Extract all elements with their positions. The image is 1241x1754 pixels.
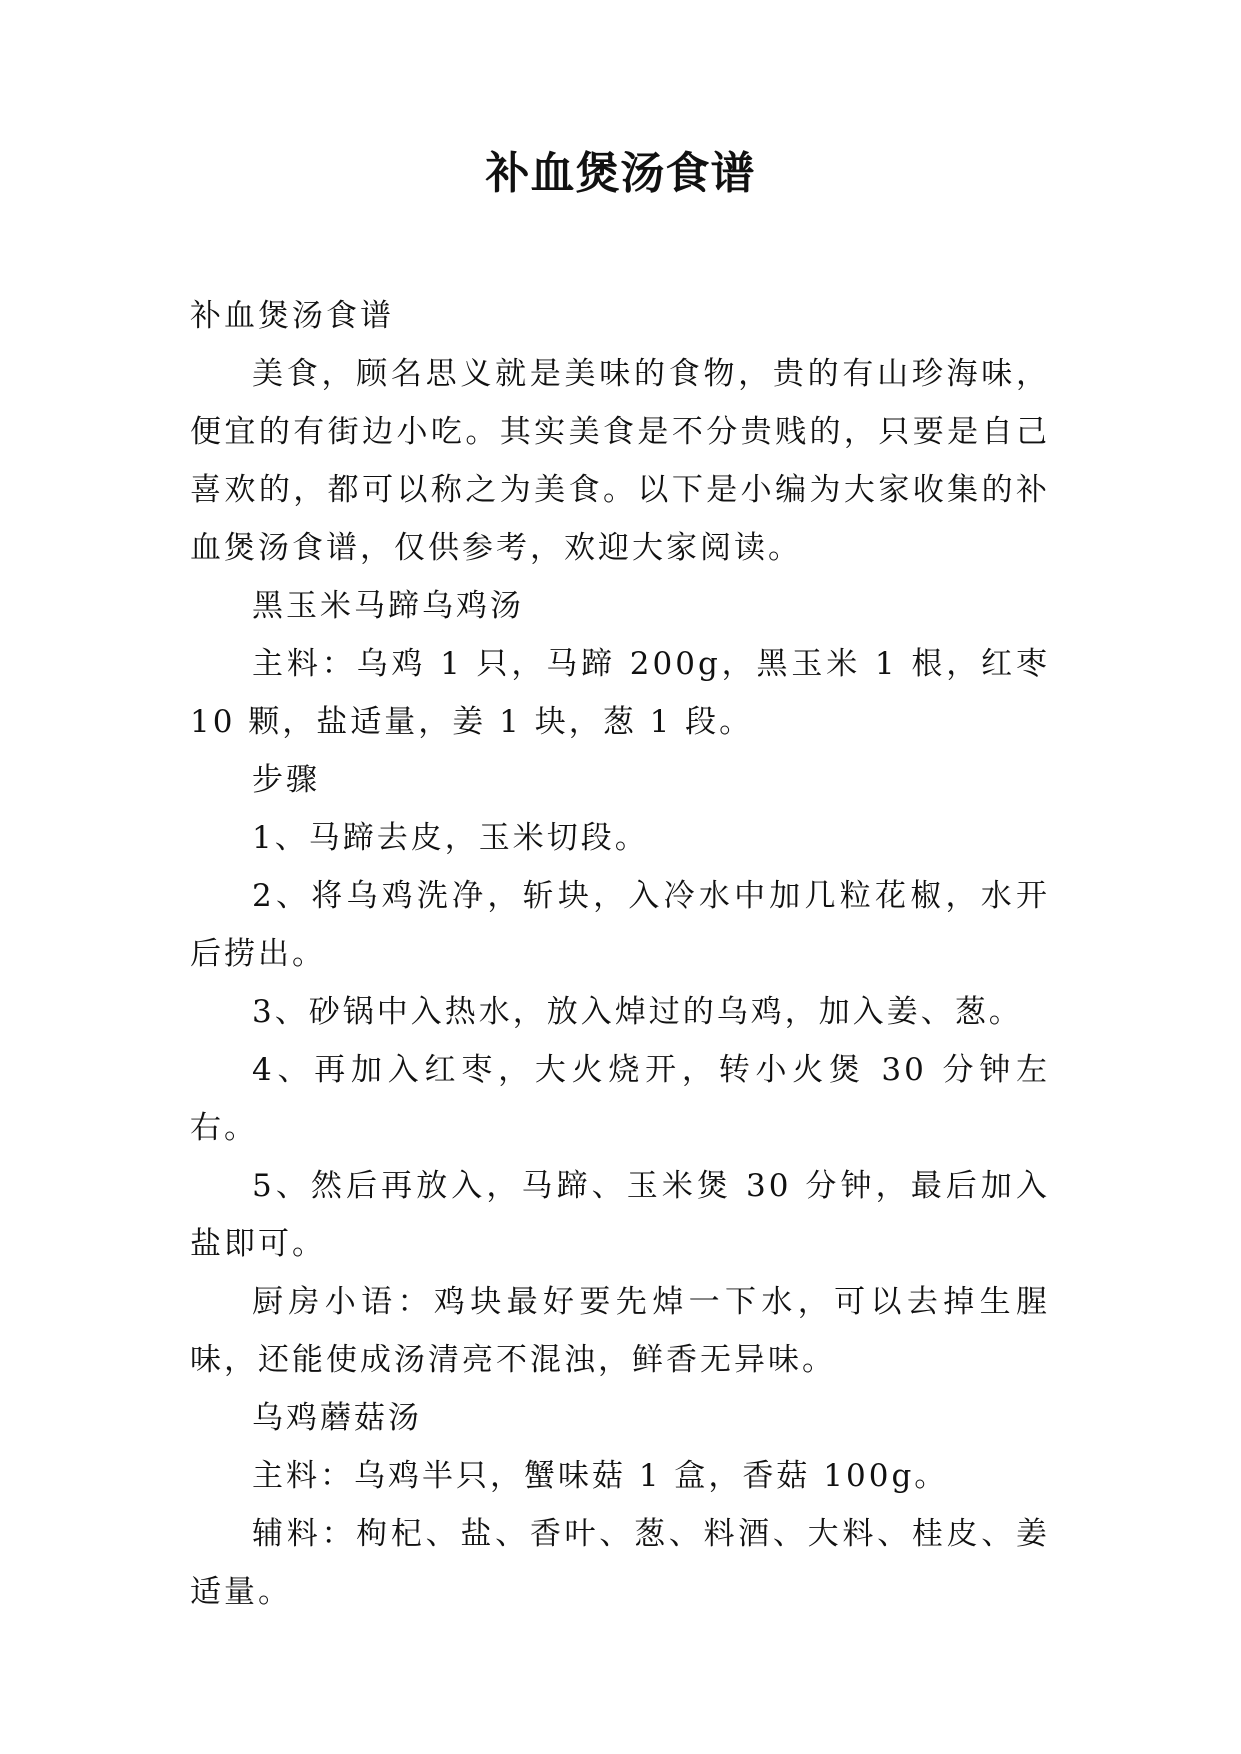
step-item: 4、再加入红枣，大火烧开，转小火煲 30 分钟左右。 <box>190 1052 1050 1146</box>
step-item: 1、马蹄去皮，玉米切段。 <box>252 820 649 856</box>
recipe-heading: 乌鸡蘑菇汤 <box>252 1400 422 1436</box>
paragraph: 厨房小语：鸡块最好要先焯一下水，可以去掉生腥味，还能使成汤清亮不混浊，鲜香无异味。 <box>190 1284 1050 1378</box>
step-item: 2、将乌鸡洗净，斩块，入冷水中加几粒花椒，水开后捞出。 <box>190 878 1050 972</box>
document-title: 补血煲汤食谱 <box>485 148 756 199</box>
step-item: 3、砂锅中入热水，放入焯过的乌鸡，加入姜、葱。 <box>252 994 1023 1030</box>
recipe-heading: 黑玉米马蹄乌鸡汤 <box>252 588 524 624</box>
paragraph: 主料：乌鸡 1 只，马蹄 200g，黑玉米 1 根，红枣 10 颗，盐适量，姜 1 块，葱 1 段。 <box>190 646 1050 740</box>
paragraph: 补血煲汤食谱 <box>190 298 394 334</box>
paragraph: 美食，顾名思义就是美味的食物，贵的有山珍海味，便宜的有街边小吃。其实美食是不分贵贱的，只要是自己喜欢的，都可以称之为美食。以下是小编为大家收集的补血煲汤食谱，仅供参考，欢迎大家阅读。 <box>190 356 1050 566</box>
paragraph: 辅料：枸杞、盐、香叶、葱、料酒、大料、桂皮、姜适量。 <box>190 1516 1050 1610</box>
step-item: 5、然后再放入，马蹄、玉米煲 30 分钟，最后加入盐即可。 <box>190 1168 1050 1262</box>
paragraph: 主料：乌鸡半只，蟹味菇 1 盒，香菇 100g。 <box>252 1458 949 1494</box>
steps-heading: 步骤 <box>252 762 320 798</box>
document-body <box>190 287 1050 1621</box>
